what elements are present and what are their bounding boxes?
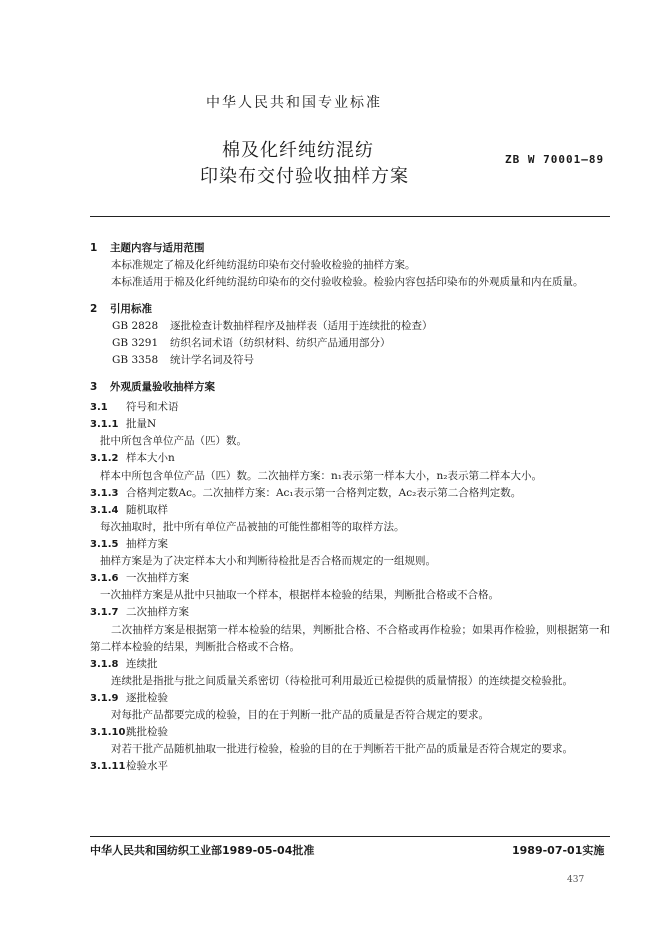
reference-code: GB 2828 — [112, 320, 159, 332]
section-number: 1 — [90, 242, 98, 254]
clause-number: 3.1.11 — [90, 761, 126, 773]
reference-title: 统计学名词及符号 — [170, 354, 254, 366]
clause-title: 随机取样 — [126, 503, 168, 516]
clause-3-1-5-heading — [90, 536, 610, 553]
subsection-number: 3.1 — [90, 402, 108, 413]
footer-divider — [90, 836, 610, 837]
clause-3-1-7-heading — [90, 604, 610, 621]
section-3-heading — [90, 379, 610, 396]
clause-3-1-11-heading — [90, 758, 610, 775]
reference-item — [90, 352, 610, 369]
clause-3-1-8-body: 连续批是指批与批之间质量关系密切（待检批可利用最近已检提供的质量情报）的连续提交检验批。 — [111, 674, 573, 687]
clause-title: 样本大小n — [126, 452, 175, 465]
clause-title: 合格判定数Ac。二次抽样方案：Ac₁表示第一合格判定数，Ac₂表示第二合格判定数。 — [126, 486, 522, 499]
clause-3-1-2-body: 样本中所包含单位产品（匹）数。二次抽样方案：n₁表示第一样本大小，n₂表示第二样本大小。 — [100, 469, 542, 482]
clause-3-1-9-body: 对每批产品都要完成的检验，目的在于判断一批产品的质量是否符合规定的要求。 — [111, 708, 489, 721]
page-number: 437 — [567, 875, 585, 885]
section-number: 2 — [90, 303, 98, 315]
clause-number: 3.1.5 — [90, 538, 119, 550]
clause-3-1-1-heading — [90, 416, 610, 433]
standard-category: 中华人民共和国专业标准 — [206, 95, 382, 111]
clause-3-1-5-body: 抽样方案是为了决定样本大小和判断待检批是否合格而规定的一组规则。 — [100, 555, 436, 568]
clause-3-1-2-heading — [90, 450, 610, 467]
clause-title: 检验水平 — [126, 760, 168, 773]
section-1-paragraph-2: 本标准适用于棉及化纤纯纺混纺印染布的交付验收检验。检验内容包括印染布的外观质量和内在质量。 — [111, 276, 584, 288]
clause-3-1-3-heading — [90, 485, 610, 502]
section-1-heading — [90, 240, 610, 257]
section-title: 引用标准 — [110, 303, 152, 315]
clause-3-1-7-body: 二次抽样方案是根据第一样本检验的结果，判断批合格、不合格或再作检验；如果再作检验，则根据第一和第二样本检验的结果，判断批合格或不合格。 — [90, 623, 610, 653]
reference-item — [90, 318, 610, 335]
clause-number: 3.1.2 — [90, 453, 119, 465]
clause-title: 逐批检验 — [126, 691, 168, 704]
clause-number: 3.1.9 — [90, 692, 119, 704]
clause-number: 3.1.1 — [90, 419, 119, 431]
subsection-title: 符号和术语 — [126, 401, 179, 413]
clause-number: 3.1.4 — [90, 504, 119, 516]
reference-title: 纺织名词术语（纺织材料、纺织产品通用部分） — [170, 337, 391, 349]
clause-number: 3.1.7 — [90, 607, 119, 619]
clause-3-1-4-heading — [90, 502, 610, 519]
clause-3-1-10-heading — [90, 724, 610, 741]
standard-code: ZB W 70001—89 — [505, 153, 605, 166]
section-2-heading — [90, 301, 610, 318]
clause-number: 3.1.8 — [90, 658, 119, 670]
clause-title: 连续批 — [126, 657, 158, 670]
reference-code: GB 3291 — [112, 337, 159, 349]
clause-number: 3.1.10 — [90, 726, 126, 738]
clause-number: 3.1.3 — [90, 487, 119, 499]
subsection-3-1-heading — [90, 399, 610, 416]
clause-3-1-10-body: 对若干批产品随机抽取一批进行检验，检验的目的在于判断若干批产品的质量是否符合规定的要求。 — [111, 743, 573, 756]
reference-code: GB 3358 — [112, 354, 159, 366]
section-number: 3 — [90, 381, 98, 393]
clause-3-1-1-body: 批中所包含单位产品（匹）数。 — [100, 435, 247, 448]
clause-3-1-9-heading — [90, 690, 610, 707]
section-title: 外观质量验收抽样方案 — [110, 381, 215, 393]
document-title-line-2: 印染布交付验收抽样方案 — [200, 166, 409, 187]
effective-date: 1989-07-01实施 — [512, 844, 605, 857]
section-title: 主题内容与适用范围 — [110, 242, 205, 254]
clause-title: 二次抽样方案 — [126, 606, 189, 619]
clause-3-1-6-body: 一次抽样方案是从批中只抽取一个样本，根据样本检验的结果，判断批合格或不合格。 — [100, 589, 499, 602]
clause-title: 抽样方案 — [126, 537, 168, 550]
clause-3-1-6-heading — [90, 570, 610, 587]
document-body — [90, 236, 610, 775]
clause-3-1-4-body: 每次抽取时，批中所有单位产品被抽的可能性都相等的取样方法。 — [100, 520, 405, 533]
reference-title: 逐批检查计数抽样程序及抽样表（适用于连续批的检查） — [170, 320, 433, 332]
section-1-paragraph-1: 本标准规定了棉及化纤纯纺混纺印染布交付验收检验的抽样方案。 — [111, 259, 416, 271]
clause-3-1-8-heading — [90, 656, 610, 673]
approval-line: 中华人民共和国纺织工业部1989-05-04批准 — [90, 844, 315, 857]
header-divider — [90, 216, 610, 217]
clause-title: 一次抽样方案 — [126, 572, 189, 585]
clause-title: 跳批检验 — [126, 725, 168, 738]
clause-title: 批量N — [126, 418, 157, 431]
document-title-line-1: 棉及化纤纯纺混纺 — [222, 140, 374, 161]
reference-item — [90, 335, 610, 352]
clause-number: 3.1.6 — [90, 573, 119, 585]
